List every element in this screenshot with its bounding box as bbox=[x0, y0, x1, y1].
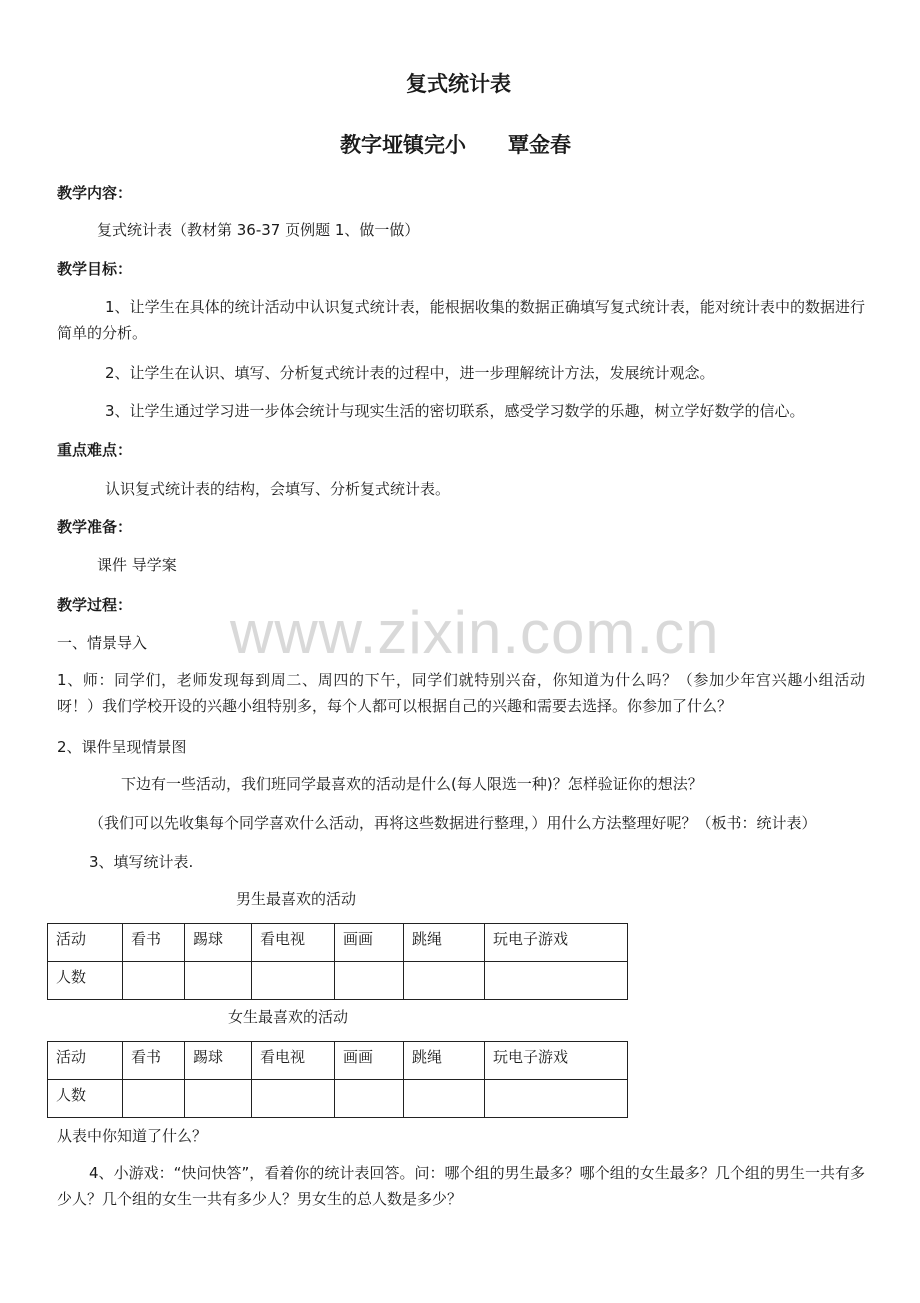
content-label: 教学内容： bbox=[57, 184, 133, 202]
watermark: www.zixin.com.cn bbox=[230, 599, 720, 666]
table-cell: 人数 bbox=[48, 962, 123, 1000]
goals-label: 教学目标： bbox=[57, 260, 133, 278]
table-header-row bbox=[48, 1042, 628, 1080]
table-row bbox=[48, 962, 628, 1000]
table-cell: 活动 bbox=[48, 924, 123, 962]
process-label: 教学过程： bbox=[57, 596, 133, 614]
table-cell: 看书 bbox=[123, 1042, 185, 1080]
author-line: 教字垭镇完小 覃金春 bbox=[340, 133, 571, 157]
prep-text: 课件 导学案 bbox=[97, 556, 177, 574]
table-header-row bbox=[48, 924, 628, 962]
table-cell: 看电视 bbox=[252, 924, 335, 962]
table-cell: 看书 bbox=[123, 924, 185, 962]
goal-3: 3、让学生通过学习进一步体会统计与现实生活的密切联系，感受学习数学的乐趣，树立学好数学的信心。 bbox=[105, 402, 805, 420]
table-cell: 玩电子游戏 bbox=[485, 924, 628, 962]
goal-2: 2、让学生在认识、填写、分析复式统计表的过程中，进一步理解统计方法，发展统计观念。 bbox=[105, 364, 715, 382]
paragraph-5: 3、填写统计表. bbox=[89, 853, 194, 871]
paragraph-2: 2、课件呈现情景图 bbox=[57, 738, 187, 756]
table-cell: 跳绳 bbox=[404, 924, 485, 962]
table-cell bbox=[123, 962, 185, 1000]
step1-title: 一、情景导入 bbox=[57, 634, 148, 652]
boys-activity-table bbox=[47, 923, 628, 1000]
table-cell: 画画 bbox=[335, 1042, 404, 1080]
key-label: 重点难点： bbox=[57, 441, 133, 459]
table-cell bbox=[485, 962, 628, 1000]
table2-caption: 女生最喜欢的活动 bbox=[228, 1008, 349, 1026]
paragraph-3: 下边有一些活动，我们班同学最喜欢的活动是什么(每人限选一种)？怎样验证你的想法？ bbox=[121, 775, 703, 793]
table-cell bbox=[404, 1080, 485, 1118]
table1-caption: 男生最喜欢的活动 bbox=[236, 890, 357, 908]
table-cell: 踢球 bbox=[185, 924, 252, 962]
prep-label: 教学准备： bbox=[57, 518, 133, 536]
table-cell: 踢球 bbox=[185, 1042, 252, 1080]
table-cell bbox=[485, 1080, 628, 1118]
table-cell: 跳绳 bbox=[404, 1042, 485, 1080]
table-cell bbox=[185, 1080, 252, 1118]
paragraph-7: 4、小游戏：“快问快答”，看着你的统计表回答。问：哪个组的男生最多？哪个组的女生最多？几个组的男生一共有多少人？几个组的女生一共有多少人？男女生的总人数是多少？ bbox=[57, 1164, 865, 1208]
paragraph-6: 从表中你知道了什么？ bbox=[57, 1127, 208, 1145]
key-text: 认识复式统计表的结构，会填写、分析复式统计表。 bbox=[105, 480, 451, 498]
table-cell bbox=[252, 962, 335, 1000]
table-cell bbox=[335, 1080, 404, 1118]
table-cell bbox=[252, 1080, 335, 1118]
table-row bbox=[48, 1080, 628, 1118]
document-title: 复式统计表 bbox=[406, 72, 511, 96]
girls-activity-table bbox=[47, 1041, 628, 1118]
goal-1: 1、让学生在具体的统计活动中认识复式统计表，能根据收集的数据正确填写复式统计表，能对统计表中的数据进行简单的分析。 bbox=[57, 298, 865, 342]
table-cell bbox=[404, 962, 485, 1000]
table-cell bbox=[185, 962, 252, 1000]
table-cell: 人数 bbox=[48, 1080, 123, 1118]
paragraph-4: （我们可以先收集每个同学喜欢什么活动，再将这些数据进行整理，）用什么方法整理好呢？（板书：统计表） bbox=[89, 814, 817, 832]
table-cell bbox=[123, 1080, 185, 1118]
paragraph-1: 1、师：同学们，老师发现每到周二、周四的下午，同学们就特别兴奋，你知道为什么吗？（参加少年宫兴趣小组活动呀！）我们学校开设的兴趣小组特别多，每个人都可以根据自己的兴趣和需要去选择。你参加了什么？ bbox=[57, 671, 865, 715]
table-cell bbox=[335, 962, 404, 1000]
content-text: 复式统计表（教材第 36-37 页例题 1、做一做） bbox=[97, 221, 420, 239]
table-cell: 玩电子游戏 bbox=[485, 1042, 628, 1080]
table-cell: 看电视 bbox=[252, 1042, 335, 1080]
table-cell: 活动 bbox=[48, 1042, 123, 1080]
table-cell: 画画 bbox=[335, 924, 404, 962]
